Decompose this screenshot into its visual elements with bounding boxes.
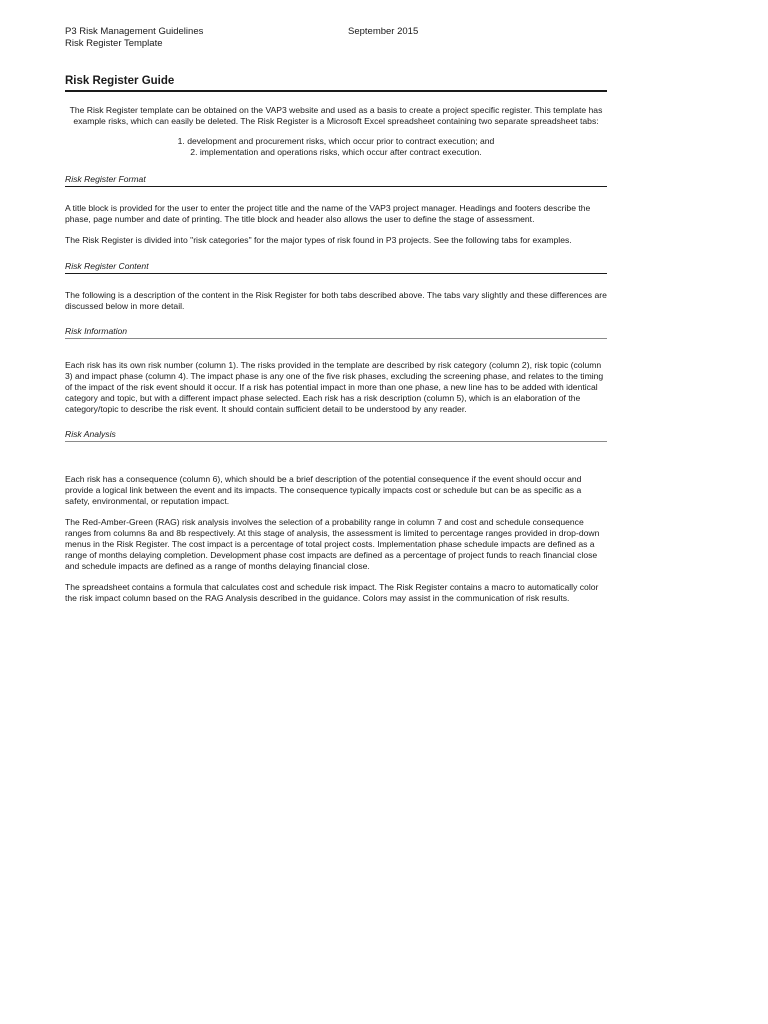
format-paragraph: A title block is provided for the user to enter the project title and the name of the VAP3 project manager. Headings and footers describe the phase, page number and date of printing. The title block and header also allows the user to define the stage of assessment. <box>65 202 591 224</box>
information-paragraph: Each risk has its own risk number (column 1). The risks provided in the template are described by risk category (column 2), risk topic (column 3) and impact phase (column 4). The impact phase is any one of the five risk phases, excluding the screening phase, and relates to the timing of the impact of the risk event should it occur. If a risk has potential impact in more than one phase, a new line has to be added with identical category and topic, but with a different impact phase selected. Each risk has a risk description (column 5), which is an elaboration of the category/topic to describe the risk event. It should contain sufficient detail to be understood by any reader. <box>65 359 604 414</box>
section-heading-analysis: Risk Analysis <box>65 429 607 442</box>
document-page <box>65 26 607 604</box>
section-heading-information: Risk Information <box>65 326 607 339</box>
tab-list <box>65 136 607 158</box>
document-date: September 2015 <box>348 26 419 37</box>
intro-paragraph: The Risk Register template can be obtained on the VAP3 website and used as a basis to create a project specific register. This template has example risks, which can easily be deleted. The Risk Register is a Microsoft Excel spreadsheet containing two separate spreadsheet tabs: <box>69 105 603 126</box>
content-paragraph: The following is a description of the content in the Risk Register for both tabs described above. The tabs vary slightly and these differences are discussed below in more detail. <box>65 289 607 311</box>
page-header <box>65 26 607 54</box>
analysis-paragraph: The spreadsheet contains a formula that calculates cost and schedule risk impact. The Risk Register contains a macro to automatically color the risk impact column based on the RAG Analysis described in the guidance. Colors may assist in the communication of risk results. <box>65 581 599 603</box>
tab-list-item: 2. implementation and operations risks, which occur after contract execution. <box>190 146 482 157</box>
analysis-paragraph: Each risk has a consequence (column 6), which should be a brief description of the potential consequence if the event should occur and provide a logical link between the event and its impacts. The consequence typically impacts cost or schedule but can be as specific as a safety, environmental, or reputation impact. <box>65 473 582 506</box>
document-title: P3 Risk Management Guidelines <box>65 26 204 37</box>
header-left <box>65 26 203 50</box>
document-subtitle: Risk Register Template <box>65 38 163 49</box>
analysis-paragraph: The Red-Amber-Green (RAG) risk analysis involves the selection of a probability range in column 7 and cost and schedule consequence ranges from columns 8a and 8b respectively. At this stage of analysis, the assessment is limited to percentage ranges provided in drop-down menus in the Risk Register. The cost impact is a percentage of total project costs. Implementation phase schedule impacts are defined as a range of months delaying completion. Development phase cost impacts are defined as a percentage of project funds to reach financial close and schedule impacts are defined as a range of months delaying financial close. <box>65 516 600 571</box>
section-heading-format: Risk Register Format <box>65 174 607 187</box>
format-paragraph: The Risk Register is divided into "risk categories" for the major types of risk found in P3 projects. See the following tabs for examples. <box>65 234 572 245</box>
tab-list-item: 1. development and procurement risks, which occur prior to contract execution; and <box>177 135 495 146</box>
guide-title: Risk Register Guide <box>65 74 607 92</box>
section-heading-content: Risk Register Content <box>65 261 607 274</box>
